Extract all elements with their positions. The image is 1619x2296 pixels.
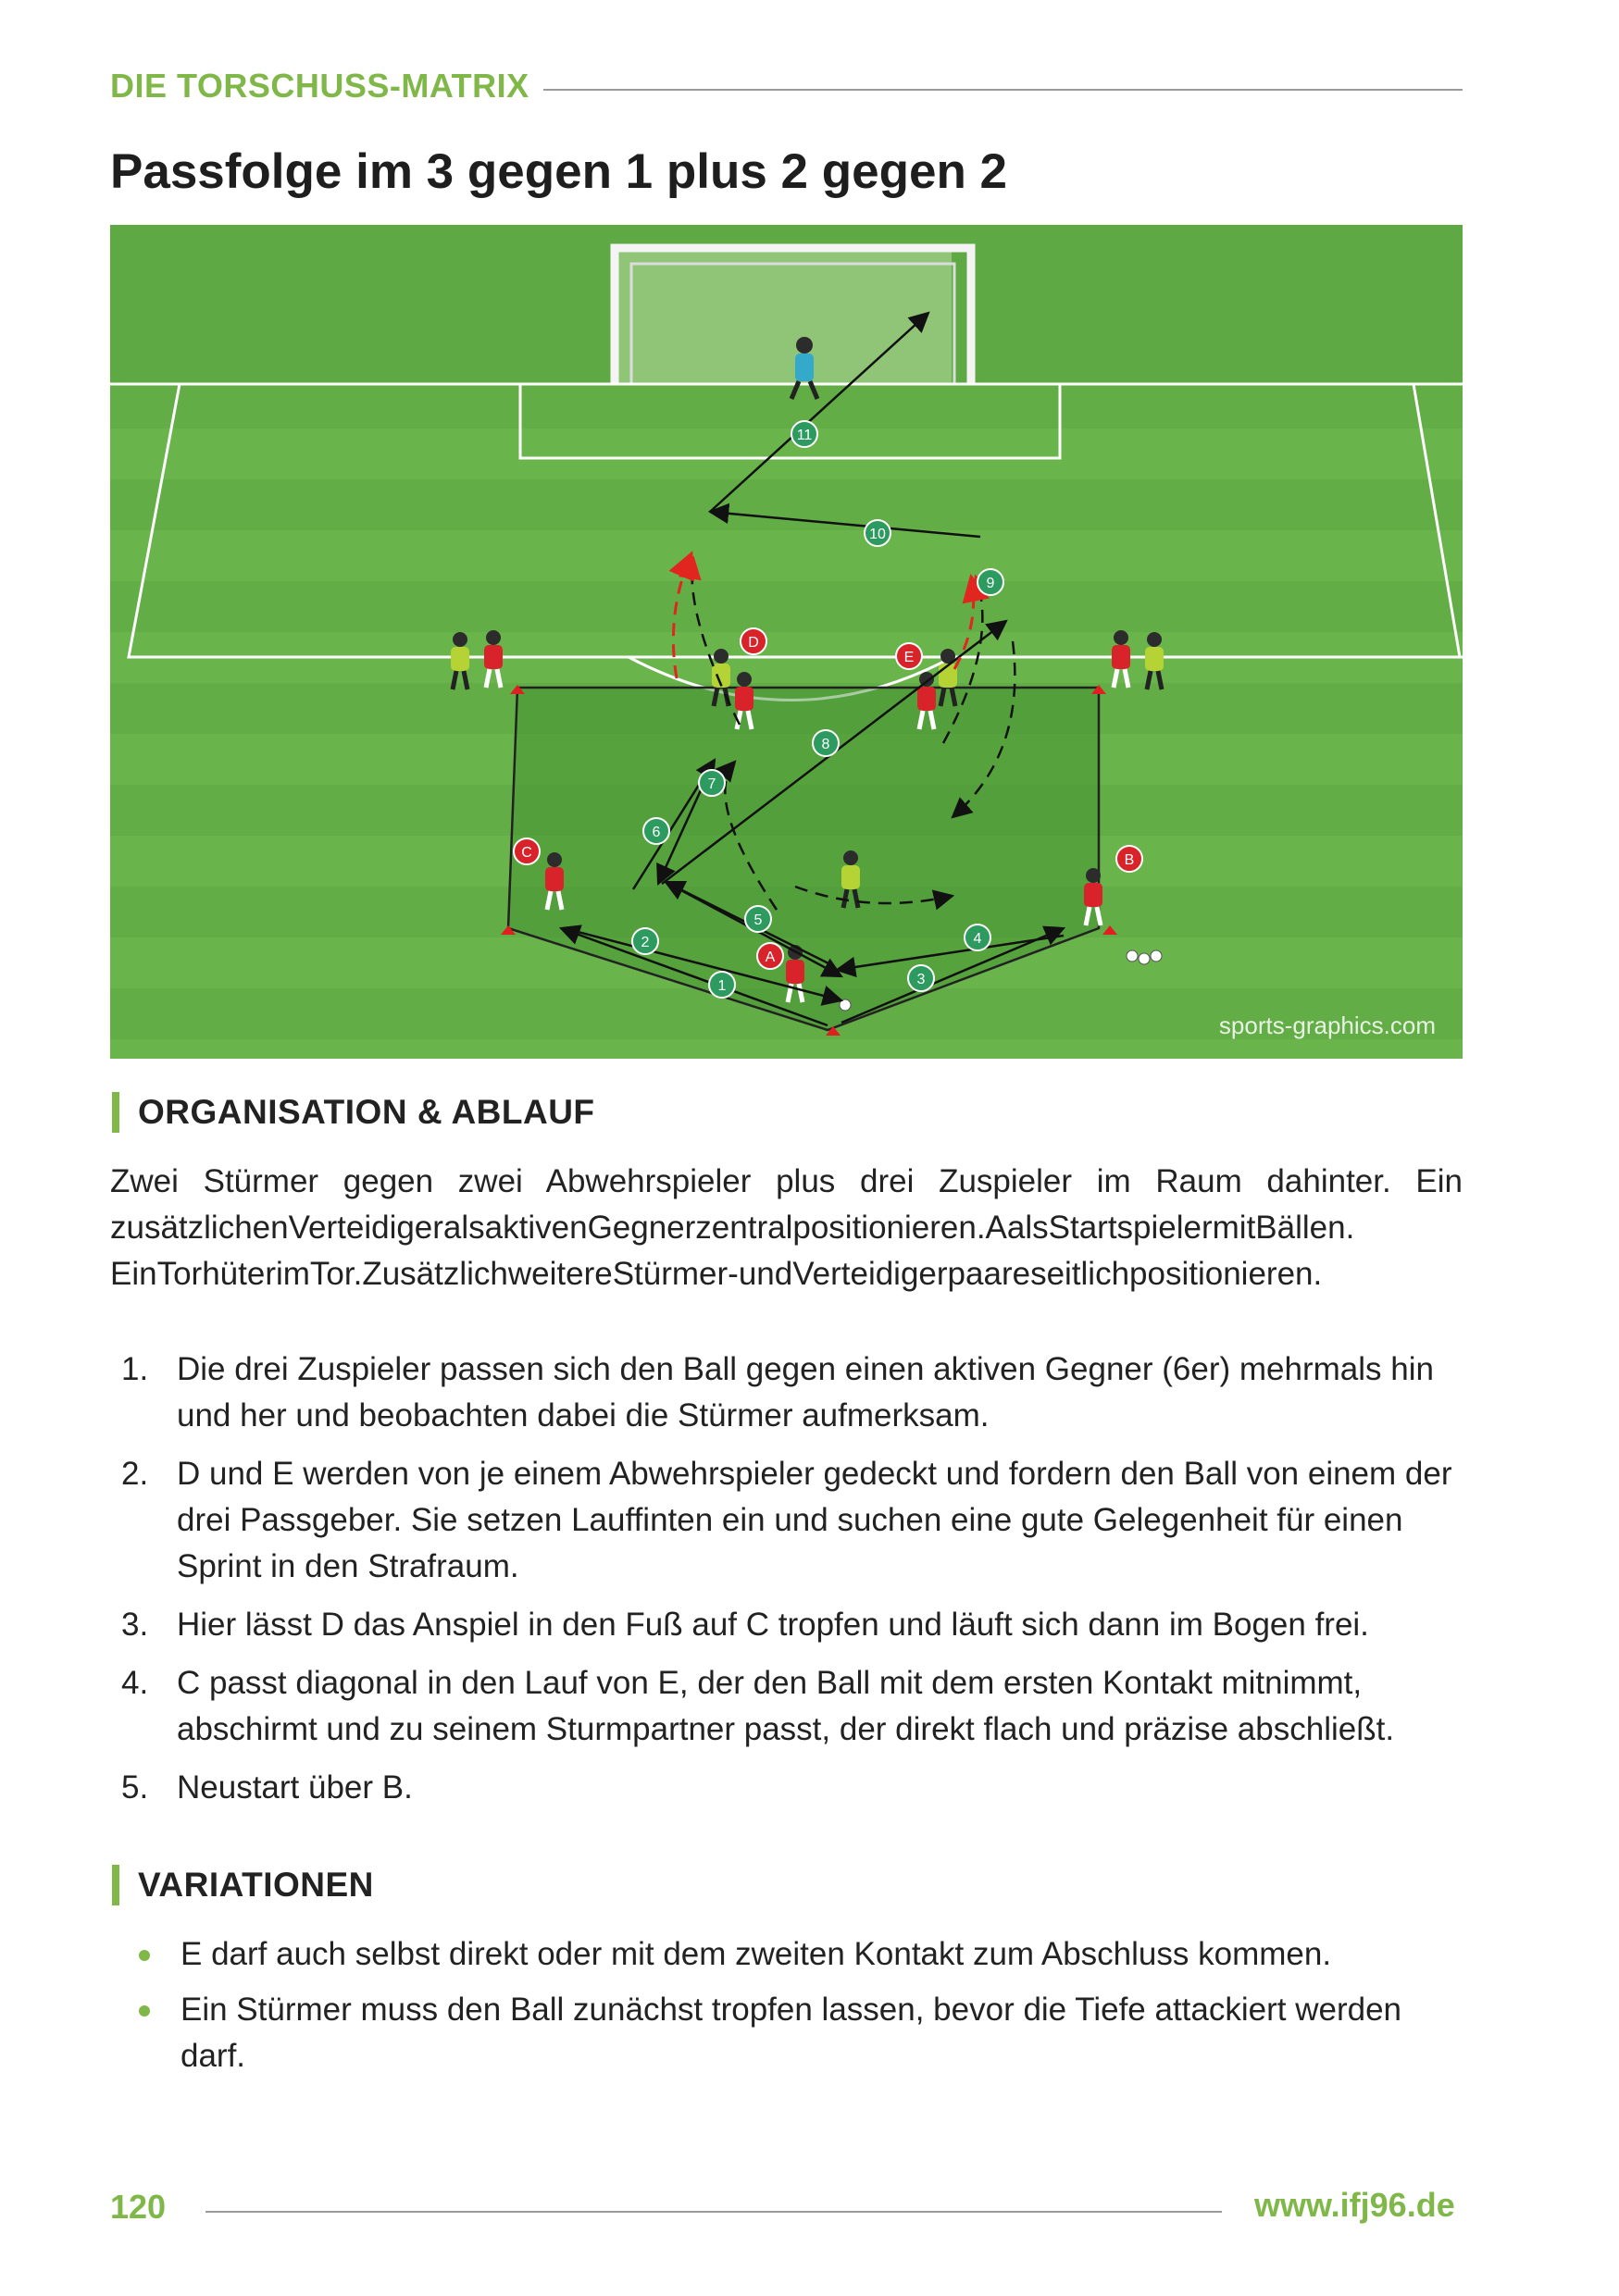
svg-text:E: E [903,650,915,665]
player-marker-d [741,628,766,654]
pass-marker-6 [643,818,669,844]
variation-list [110,1931,1463,2089]
svg-text:C: C [521,845,532,861]
pass-marker-4 [965,925,990,950]
list-item [110,1660,1463,1753]
step-text: Die drei Zuspieler passen sich den Ball gegen einen aktiven Gegner (6er) mehrmals hin und her und beobachten dabei die Stürmer aufmerksam. [177,1351,1434,1433]
pass-marker-9 [978,569,1003,595]
svg-text:A: A [765,949,776,965]
page-number: 120 [110,2188,167,2226]
pass-marker-1 [709,972,735,998]
step-number: 5. [121,1769,149,1806]
svg-text:2: 2 [641,935,650,950]
player-marker-a [757,943,783,969]
pass-marker-8 [813,730,839,756]
svg-text:9: 9 [986,576,995,591]
list-item [110,1602,1463,1648]
running-header [110,67,1463,113]
step-text: D und E werden von je einem Abwehrspieler gedeckt und fordern den Ball von einem der drei Passgeber. Sie setzen Lauffinten ein und suchen eine gute Gelegenheit für einen Sprint in den Strafraum. [177,1456,1452,1584]
pass-marker-11 [791,421,817,447]
pass-marker-2 [632,928,658,954]
svg-text:10: 10 [869,527,886,542]
step-text: Hier lässt D das Anspiel in den Fuß auf C tropfen und läuft sich dann im Bogen frei. [177,1607,1369,1643]
svg-text:1: 1 [717,978,727,994]
step-text: C passt diagonal in den Lauf von E, der den Ball mit dem ersten Kontakt mitnimmt, abschirmt und zu seinem Sturmpartner passt, der direkt flach und präzise abschließt. [177,1665,1395,1747]
watermark: sports-graphics.com [1218,1011,1436,1039]
step-number: 2. [121,1456,149,1492]
drill-diagram [110,225,1463,1059]
footer-url[interactable]: www.ifj96.de [1254,2186,1455,2224]
bullet-icon [139,1950,150,1961]
page-title: Passfolge im 3 gegen 1 plus 2 gegen 2 [110,144,1008,199]
svg-text:4: 4 [973,931,982,947]
variation-text: E darf auch selbst direkt oder mit dem zweiten Kontakt zum Abschluss kommen. [181,1936,1332,1972]
player-marker-e [896,643,922,669]
variation-text: Ein Stürmer muss den Ball zunächst tropfen lassen, bevor die Tiefe attackiert werden darf. [181,1992,1401,2074]
step-number: 3. [121,1607,149,1643]
header-rule [543,89,1463,91]
svg-text:7: 7 [707,776,716,792]
list-item [110,1931,1463,1978]
variations-heading: VARIATIONEN [112,1865,374,1905]
svg-text:8: 8 [821,737,830,752]
step-list [110,1347,1463,1823]
list-item [110,1347,1463,1439]
svg-text:5: 5 [753,912,763,928]
svg-text:6: 6 [652,825,661,840]
svg-text:11: 11 [796,428,813,443]
pass-marker-3 [908,965,934,991]
list-item [110,1765,1463,1811]
step-number: 4. [121,1665,149,1701]
section-title: DIE TORSCHUSS-MATRIX [110,67,529,105]
player-marker-c [514,838,540,864]
bullet-icon [139,2005,150,2017]
organisation-heading: ORGANISATION & ABLAUF [112,1092,595,1133]
step-text: Neustart über B. [177,1769,413,1806]
svg-text:D: D [748,635,759,651]
pass-marker-10 [865,520,890,546]
footer-rule [205,2211,1222,2213]
step-number: 1. [121,1351,149,1387]
intro-paragraph: Zwei Stürmer gegen zwei Abwehrspieler plus drei Zuspieler im Raum dahinter. Ein zusätzlichenVerteidigeralsaktivenGegnerzentralpositionieren.AalsStartspielermitBällen. EinTorhüterimTor.ZusätzlichweitereStürmer-undVerteidigerpaareseitlichpositionieren. [110,1163,1463,1292]
svg-text:3: 3 [916,972,926,987]
pass-marker-7 [699,770,725,796]
player-marker-b [1116,846,1142,872]
svg-text:B: B [1124,852,1135,868]
list-item [110,1451,1463,1590]
list-item [110,1987,1463,2079]
pass-marker-5 [745,906,771,932]
